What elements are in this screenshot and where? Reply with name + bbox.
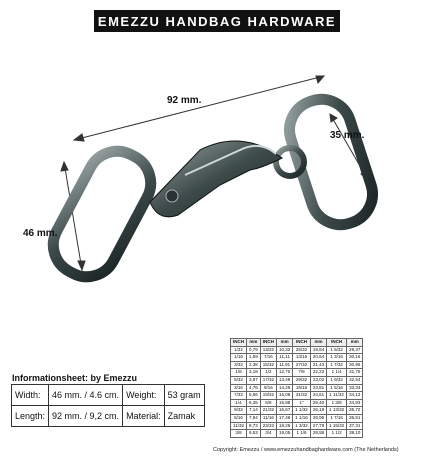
weight-label: Weight: <box>123 385 165 406</box>
conversion-cell: 9/16 <box>260 384 276 392</box>
conversion-cell: 5/8 <box>260 399 276 407</box>
conversion-cell: 26,19 <box>310 407 326 415</box>
length-row-label: Length: <box>12 406 49 427</box>
conversion-cell: 1 15/32 <box>327 422 347 430</box>
conversion-cell: 29/32 <box>293 376 311 384</box>
conversion-cell: 3/16 <box>231 384 247 392</box>
conversion-cell: 15,88 <box>277 399 293 407</box>
conversion-cell: 3/32 <box>231 361 247 369</box>
conversion-cell: 31,75 <box>347 369 363 377</box>
length-label: 92 mm. <box>167 95 202 106</box>
conversion-cell: 1 3/32 <box>293 422 311 430</box>
conversion-cell: 1 11/32 <box>327 392 347 400</box>
conversion-cell: 1,59 <box>247 354 261 362</box>
conversion-cell: 1 7/16 <box>327 414 347 422</box>
conversion-cell: 0,79 <box>247 346 261 354</box>
conversion-cell: 18,26 <box>277 422 293 430</box>
conversion-cell: 36,51 <box>347 414 363 422</box>
conversion-cell: 30,96 <box>347 361 363 369</box>
conversion-header-cell: INCH <box>293 339 311 347</box>
conversion-cell: 24,61 <box>310 392 326 400</box>
conversion-cell: 7/8 <box>293 369 311 377</box>
table-row <box>231 414 363 422</box>
conversion-cell: 1 1/2 <box>327 430 347 438</box>
conversion-cell: 13,49 <box>277 376 293 384</box>
table-row <box>231 407 363 415</box>
conversion-cell: 6,35 <box>247 399 261 407</box>
conversion-header-cell: INCH <box>260 339 276 347</box>
conversion-cell: 2,38 <box>247 361 261 369</box>
conversion-cell: 30,16 <box>347 354 363 362</box>
conversion-cell: 1/16 <box>231 354 247 362</box>
conversion-cell: 15/16 <box>293 384 311 392</box>
snap-hook-body <box>150 141 282 217</box>
conversion-cell: 5/32 <box>231 376 247 384</box>
table-row <box>231 392 363 400</box>
conversion-cell: 13/16 <box>293 354 311 362</box>
conversion-cell: 34,93 <box>347 399 363 407</box>
conversion-cell: 35,72 <box>347 407 363 415</box>
length-value: 92 mm. / 9,2 cm. <box>49 406 123 427</box>
height-label: 46 mm. <box>23 228 58 239</box>
table-row <box>231 376 363 384</box>
conversion-cell: 23,81 <box>310 384 326 392</box>
infosheet-table <box>11 384 205 427</box>
table-row <box>231 384 363 392</box>
conversion-cell: 16,67 <box>277 407 293 415</box>
table-row <box>12 406 205 427</box>
conversion-cell: 21,43 <box>310 361 326 369</box>
table-row <box>231 361 363 369</box>
conversion-cell: 1 3/8 <box>327 399 347 407</box>
conversion-cell: 1 1/8 <box>293 430 311 438</box>
table-row <box>231 346 363 354</box>
brand-title: EMEZZU HANDBAG HARDWARE <box>97 13 337 29</box>
conversion-header-cell: INCH <box>327 339 347 347</box>
weight-value: 53 gram <box>164 385 204 406</box>
conversion-cell: 7,94 <box>247 414 261 422</box>
conversion-cell: 9/32 <box>231 407 247 415</box>
material-value: Zamak <box>164 406 204 427</box>
conversion-cell: 17/32 <box>260 376 276 384</box>
conversion-cell: 31/32 <box>293 392 311 400</box>
material-label: Material: <box>123 406 165 427</box>
conversion-cell: 7,14 <box>247 407 261 415</box>
conversion-cell: 22,23 <box>310 369 326 377</box>
table-row <box>231 354 363 362</box>
conversion-cell: 3,18 <box>247 369 261 377</box>
conversion-cell: 11,11 <box>277 354 293 362</box>
right-loop-ring <box>282 92 381 233</box>
copyright-footer: Copyright: Emezzu / www.emezzuhandbaghardware.com (The Netherlands) <box>213 447 399 453</box>
conversion-cell: 1 1/4 <box>327 369 347 377</box>
table-row <box>12 385 205 406</box>
conversion-cell: 13/32 <box>260 346 276 354</box>
conversion-cell: 5/16 <box>231 414 247 422</box>
conversion-cell: 1 3/16 <box>327 354 347 362</box>
conversion-cell: 33,34 <box>347 384 363 392</box>
conversion-cell: 8,73 <box>247 422 261 430</box>
conversion-cell: 32,54 <box>347 376 363 384</box>
conversion-header-cell: mm <box>247 339 261 347</box>
conversion-cell: 23/32 <box>260 422 276 430</box>
conversion-cell: 19,05 <box>277 430 293 438</box>
conversion-cell: 28,58 <box>310 430 326 438</box>
conversion-cell: 20,64 <box>310 354 326 362</box>
conversion-cell: 27/32 <box>293 361 311 369</box>
conversion-cell: 29,37 <box>347 346 363 354</box>
conversion-header-cell: mm <box>310 339 326 347</box>
conversion-cell: 1/32 <box>231 346 247 354</box>
table-row <box>231 369 363 377</box>
conversion-cell: 37,31 <box>347 422 363 430</box>
conversion-cell: 10,32 <box>277 346 293 354</box>
inch-mm-conversion-table <box>230 338 363 438</box>
conversion-cell: 3,97 <box>247 376 261 384</box>
conversion-cell: 11/16 <box>260 414 276 422</box>
conversion-cell: 23,02 <box>310 376 326 384</box>
left-loop-ring <box>43 141 161 288</box>
conversion-cell: 11/32 <box>231 422 247 430</box>
conversion-header-cell: mm <box>277 339 293 347</box>
conversion-cell: 1/4 <box>231 399 247 407</box>
conversion-cell: 9,53 <box>247 430 261 438</box>
conversion-cell: 3/4 <box>260 430 276 438</box>
conversion-cell: 25,40 <box>310 399 326 407</box>
conversion-cell: 1/8 <box>231 369 247 377</box>
infosheet-title: Informationsheet: by Emezzu <box>12 373 138 383</box>
conversion-cell: 19,84 <box>310 346 326 354</box>
conversion-cell: 15/32 <box>260 361 276 369</box>
conversion-cell: 11,91 <box>277 361 293 369</box>
conversion-cell: 26,99 <box>310 414 326 422</box>
table-row <box>231 399 363 407</box>
conversion-cell: 7/16 <box>260 354 276 362</box>
conversion-cell: 1 5/32 <box>327 346 347 354</box>
table-row <box>231 430 363 438</box>
conversion-cell: 1 1/32 <box>293 407 311 415</box>
conversion-cell: 15,08 <box>277 392 293 400</box>
conversion-cell: 7/32 <box>231 392 247 400</box>
conversion-cell: 17,46 <box>277 414 293 422</box>
conversion-cell: 1/2 <box>260 369 276 377</box>
conversion-cell: 12,70 <box>277 369 293 377</box>
conversion-header-cell: INCH <box>231 339 247 347</box>
conversion-header-cell: mm <box>347 339 363 347</box>
conversion-cell: 27,78 <box>310 422 326 430</box>
conversion-cell: 5,56 <box>247 392 261 400</box>
conversion-cell: 14,29 <box>277 384 293 392</box>
table-row <box>231 422 363 430</box>
conversion-cell: 4,76 <box>247 384 261 392</box>
conversion-cell: 1 5/16 <box>327 384 347 392</box>
conversion-cell: 1 1/16 <box>293 414 311 422</box>
inner-width-label: 35 mm. <box>330 130 365 141</box>
conversion-cell: 21/32 <box>260 407 276 415</box>
conversion-header-row <box>231 339 363 347</box>
width-label: Width: <box>12 385 49 406</box>
conversion-cell: 34,13 <box>347 392 363 400</box>
conversion-cell: 38,10 <box>347 430 363 438</box>
conversion-cell: 1 7/32 <box>327 361 347 369</box>
conversion-cell: 1 9/32 <box>327 376 347 384</box>
conversion-cell: 1 13/32 <box>327 407 347 415</box>
width-value: 46 mm. / 4.6 cm. <box>49 385 123 406</box>
conversion-cell: 3/8 <box>231 430 247 438</box>
conversion-cell: 25/32 <box>293 346 311 354</box>
conversion-cell: 1" <box>293 399 311 407</box>
conversion-cell: 19/32 <box>260 392 276 400</box>
